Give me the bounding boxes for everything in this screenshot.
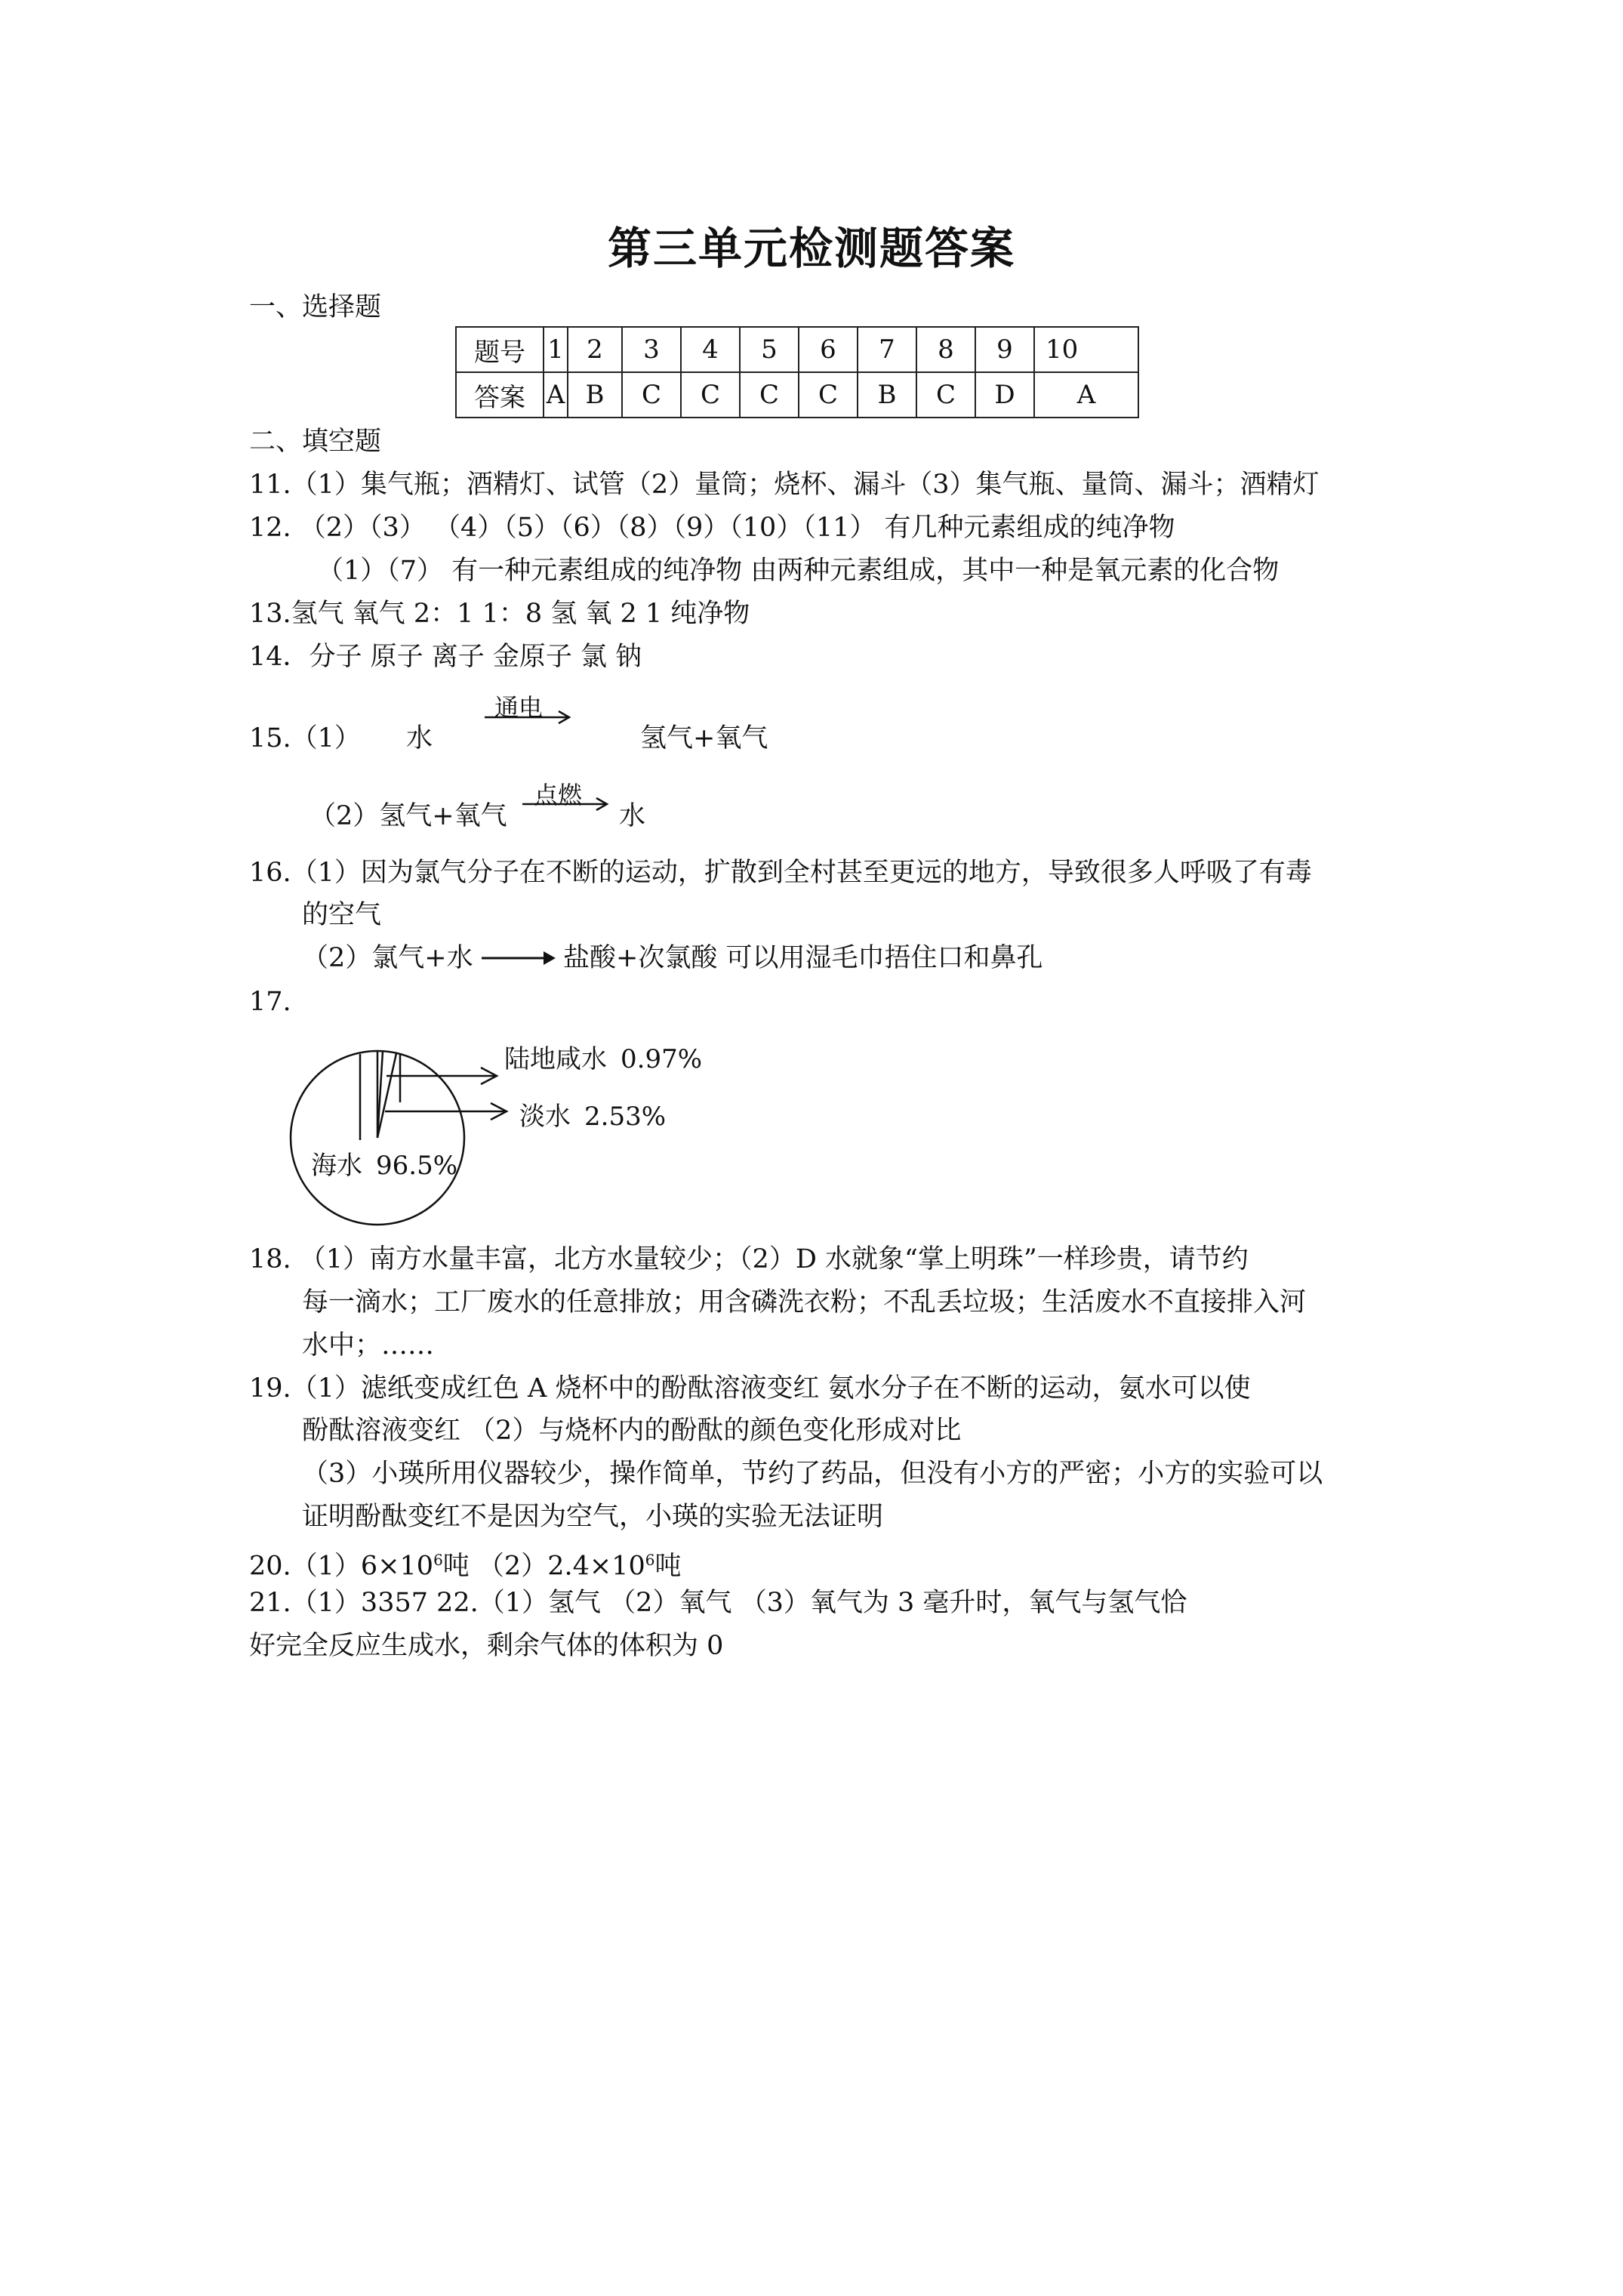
- answer-q12-line2: （1）（7） 有一种元素组成的纯净物 由两种元素组成，其中一种是氧元素的化合物: [317, 556, 1280, 586]
- section-choice-heading: 一、选择题: [249, 292, 382, 322]
- number-cell: 7: [858, 327, 916, 372]
- answer-q16-line3-right: 盐酸+次氯酸 可以用湿毛巾捂住口和鼻孔: [563, 943, 1043, 973]
- answer-cell: A: [544, 372, 568, 418]
- slice-label-saline-land: 陆地咸水 0.97%: [504, 1044, 703, 1074]
- number-cell: 8: [916, 327, 975, 372]
- q15-reactant: 水: [406, 723, 433, 754]
- q20-exponent1: 6: [433, 1551, 443, 1569]
- number-cell: 10: [1034, 327, 1138, 372]
- answer-q19-line1: 19.（1）滤纸变成红色 A 烧杯中的酚酞溶液变红 氨水分子在不断的运动，氨水可以使: [249, 1373, 1251, 1404]
- answer-cell: B: [568, 372, 622, 418]
- number-cell: 5: [740, 327, 799, 372]
- answer-q16-line2: 的空气: [302, 900, 382, 930]
- slice-label-seawater: 海水 96.5%: [311, 1151, 458, 1181]
- header-label-cell: 题号: [456, 327, 544, 372]
- section-fill-heading: 二、填空题: [249, 427, 382, 457]
- q20-part1: 20.（1）6×10: [249, 1551, 434, 1582]
- answer-q18-line2: 每一滴水；工厂废水的任意排放；用含磷洗衣粉；不乱丢垃圾；生活废水不直接排入河: [302, 1287, 1307, 1318]
- answer-q15-number: 15.（1）: [249, 723, 361, 754]
- page-title: 第三单元检测题答案: [607, 223, 1015, 274]
- answer-q16-line1: 16.（1）因为氯气分子在不断的运动，扩散到全村甚至更远的地方，导致很多人呼吸了有毒: [249, 858, 1312, 888]
- answer-q18-line3: 水中；……: [302, 1330, 435, 1361]
- q20-exponent2: 6: [645, 1551, 655, 1569]
- answer-cell: C: [799, 372, 858, 418]
- answer-q19-line3: （3）小瑛所用仪器较少，操作简单，节约了药品，但没有小方的严密；小方的实验可以: [302, 1459, 1323, 1489]
- answer-label-cell: 答案: [456, 372, 544, 418]
- slice-label-freshwater: 淡水 2.53%: [519, 1102, 667, 1132]
- q20-part2: 吨 （2）2.4×10: [442, 1551, 645, 1582]
- answer-q21-line1: 21.（1）3357 22.（1）氢气 （2）氧气 （3）氧气为 3 毫升时，氧气与氢气恰: [249, 1588, 1187, 1618]
- answer-q11: 11.（1）集气瓶；酒精灯、试管（2）量筒；烧杯、漏斗（3）集气瓶、量筒、漏斗；酒精灯: [249, 470, 1320, 500]
- answer-q19-line2: 酚酞溶液变红 （2）与烧杯内的酚酞的颜色变化形成对比: [302, 1416, 962, 1446]
- answer-q16-line3: （2）氯气+水: [302, 943, 473, 973]
- q15-2-reactants: （2）氢气+氧气: [310, 801, 507, 831]
- q20-part3: 吨: [654, 1551, 682, 1582]
- answer-q14: 14．分子 原子 离子 金原子 氯 钠: [249, 642, 642, 672]
- answer-q12-line1: 12. （2）（3） （4）（5）（6）（8）（9）（10）（11） 有几种元素组成的纯净物: [249, 513, 1175, 543]
- answer-q20: [249, 1543, 681, 1583]
- q15-product: 氢气+氧气: [640, 723, 768, 754]
- number-cell: 4: [681, 327, 740, 372]
- answer-q18-line1: 18. （1）南方水量丰富，北方水量较少；（2）D 水就象“掌上明珠”一样珍贵，请节约: [249, 1244, 1249, 1274]
- number-cell: 6: [799, 327, 858, 372]
- answer-q13: 13.氢气 氧气 2：1 1：8 氢 氧 2 1 纯净物: [249, 599, 750, 629]
- number-cell: 3: [622, 327, 681, 372]
- q15-2-condition: 点燃: [534, 781, 583, 809]
- answer-cell: C: [916, 372, 975, 418]
- answer-cell: A: [1034, 372, 1138, 418]
- answer-cell: C: [740, 372, 799, 418]
- q15-condition: 通电: [494, 693, 544, 722]
- number-cell: 2: [568, 327, 622, 372]
- number-cell: 1: [544, 327, 568, 372]
- number-cell: 9: [975, 327, 1034, 372]
- answer-q17-number: 17.: [249, 987, 291, 1017]
- answer-cell: C: [681, 372, 740, 418]
- answer-q21-line2: 好完全反应生成水，剩余气体的体积为 0: [249, 1631, 724, 1661]
- answer-cell: B: [858, 372, 916, 418]
- answer-cell: C: [622, 372, 681, 418]
- q15-2-product: 水: [619, 801, 646, 831]
- answer-q19-line4: 证明酚酞变红不是因为空气，小瑛的实验无法证明: [302, 1502, 884, 1532]
- answer-cell: D: [975, 372, 1034, 418]
